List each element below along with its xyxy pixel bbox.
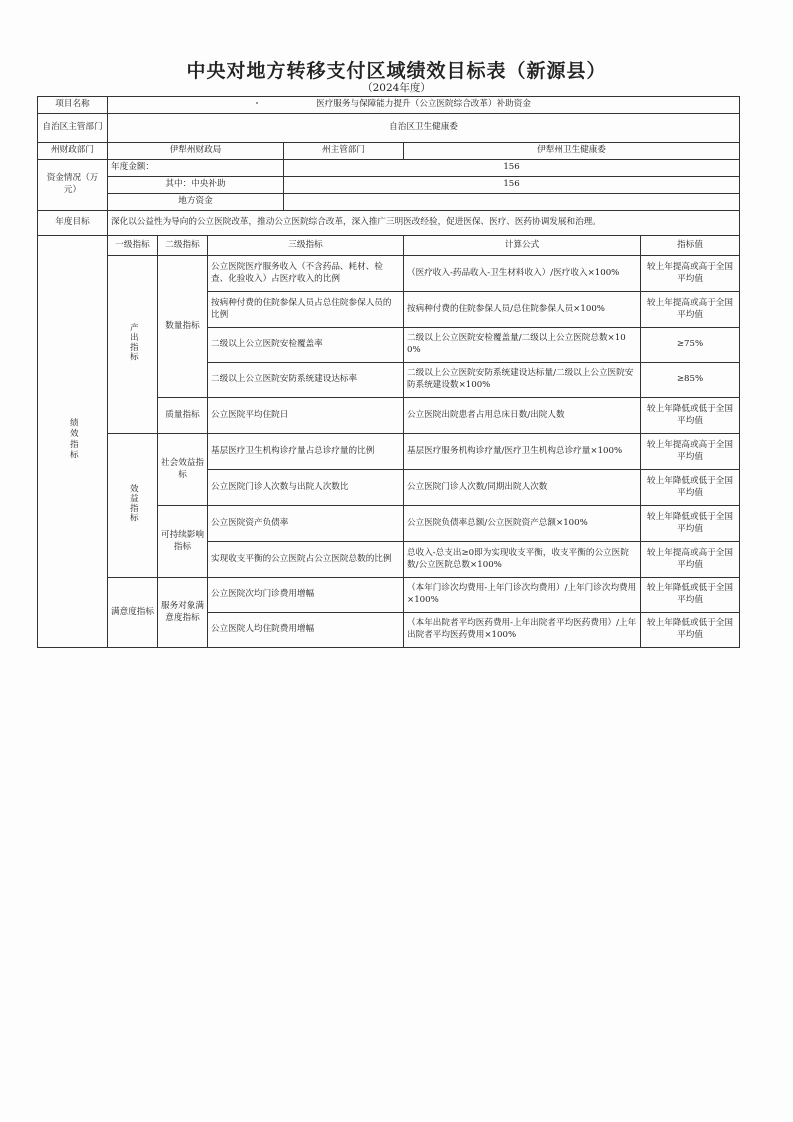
prefecture-finance-label: 州财政部门 <box>38 143 108 160</box>
indicator-target: 较上年提高或高于全国平均值 <box>641 292 740 328</box>
funds-central-label: 其中：中央补助 <box>108 177 284 194</box>
indicator-formula: 二级以上公立医院安检覆盖量/二级以上公立医院总数×100% <box>404 328 641 363</box>
page-subtitle: （2024年度） <box>362 82 431 94</box>
group-service: 服务对象满意度指标 <box>158 578 208 648</box>
group-output-text: 产出指标 <box>128 323 139 362</box>
indicator-target: 较上年降低或低于全国平均值 <box>641 506 740 542</box>
indicator-target: 较上年提高或高于全国平均值 <box>641 434 740 470</box>
funds-local-value <box>284 194 740 211</box>
indicator-formula: 公立医院负债率总额/公立医院资产总额×100% <box>404 506 641 542</box>
indicator-formula: 按病种付费的住院参保人员/总住院参保人员×100% <box>404 292 641 328</box>
funds-label: 资金情况（万元） <box>38 160 108 211</box>
page-title: 中央对地方转移支付区域绩效目标表（新源县） <box>186 60 607 82</box>
annual-goal-label: 年度目标 <box>38 211 108 236</box>
perf-indicator-text: 绩效指标 <box>68 418 79 461</box>
group-benefit <box>108 434 158 578</box>
indicator-name: 基层医疗卫生机构诊疗量占总诊疗量的比例 <box>208 434 404 470</box>
indicator-target: 较上年降低或低于全国平均值 <box>641 613 740 648</box>
indicator-target: 较上年提高或高于全国平均值 <box>641 256 740 292</box>
group-quantity: 数量指标 <box>158 256 208 398</box>
indicator-formula: 公立医院门诊人次数/同期出院人次数 <box>404 470 641 506</box>
group-social: 社会效益指标 <box>158 434 208 506</box>
indicator-target: ≥85% <box>641 363 740 398</box>
autonomous-dept-value: 自治区卫生健康委 <box>108 114 740 143</box>
annual-goal-value: 深化以公益性为导向的公立医院改革，推动公立医院综合改革，深入推广三明医改经验，促进医保、医疗、医药协调发展和治理。 <box>108 211 740 236</box>
prefecture-finance-value: 伊犁州财政局 <box>108 143 284 160</box>
indicator-formula: （医疗收入-药品收入-卫生材料收入）/医疗收入×100% <box>404 256 641 292</box>
indicator-target: 较上年提高或高于全国平均值 <box>641 542 740 578</box>
indicator-name: 二级以上公立医院安检覆盖率 <box>208 328 404 363</box>
indicator-name: 公立医院次均门诊费用增幅 <box>208 578 404 613</box>
header-target: 指标值 <box>641 236 740 256</box>
group-quality: 质量指标 <box>158 398 208 434</box>
indicator-target: 较上年降低或低于全国平均值 <box>641 578 740 613</box>
funds-annual-label: 年度金额： <box>108 160 284 177</box>
indicator-name: 公立医院人均住院费用增幅 <box>208 613 404 648</box>
funds-central-value: 156 <box>284 177 740 194</box>
group-satisfaction: 满意度指标 <box>108 578 158 648</box>
indicator-name: 实现收支平衡的公立医院占公立医院总数的比例 <box>208 542 404 578</box>
group-output <box>108 256 158 434</box>
indicator-name: 公立医院平均住院日 <box>208 398 404 434</box>
performance-table <box>37 96 740 648</box>
project-name-value: 医疗服务与保障能力提升（公立医院综合改革）补助资金 <box>108 97 740 114</box>
header-level1: 一级指标 <box>108 236 158 256</box>
prefecture-dept-value: 伊犁州卫生健康委 <box>404 143 740 160</box>
indicator-name: 二级以上公立医院安防系统建设达标率 <box>208 363 404 398</box>
indicator-formula: 二级以上公立医院安防系统建设达标量/二级以上公立医院安防系统建设数×100% <box>404 363 641 398</box>
autonomous-dept-label: 自治区主管部门 <box>38 114 108 143</box>
indicator-formula: （本年出院者平均医药费用-上年出院者平均医药费用）/上年出院者平均医药费用×100% <box>404 613 641 648</box>
project-name-label: 项目名称 <box>38 97 108 114</box>
perf-indicator-label <box>38 236 108 648</box>
indicator-formula: 总收入-总支出≥0即为实现收支平衡，收支平衡的公立医院数/公立医院总数×100% <box>404 542 641 578</box>
indicator-formula: 公立医院出院患者占用总床日数/出院人数 <box>404 398 641 434</box>
prefecture-dept-label: 州主管部门 <box>284 143 404 160</box>
header-level3: 三级指标 <box>208 236 404 256</box>
indicator-name: 公立医院医疗服务收入（不含药品、耗材、检查、化验收入）占医疗收入的比例 <box>208 256 404 292</box>
funds-annual-value: 156 <box>284 160 740 177</box>
header-level2: 二级指标 <box>158 236 208 256</box>
indicator-target: 较上年降低或低于全国平均值 <box>641 398 740 434</box>
indicator-name: 公立医院门诊人次数与出院人次数比 <box>208 470 404 506</box>
group-sustainable: 可持续影响指标 <box>158 506 208 578</box>
indicator-formula: 基层医疗服务机构诊疗量/医疗卫生机构总诊疗量×100% <box>404 434 641 470</box>
indicator-name: 公立医院资产负债率 <box>208 506 404 542</box>
group-benefit-text: 效益指标 <box>128 484 139 523</box>
header-formula: 计算公式 <box>404 236 641 256</box>
funds-local-label: 地方资金 <box>108 194 284 211</box>
indicator-formula: （本年门诊次均费用-上年门诊次均费用）/上年门诊次均费用×100% <box>404 578 641 613</box>
indicator-target: ≥75% <box>641 328 740 363</box>
indicator-target: 较上年降低或低于全国平均值 <box>641 470 740 506</box>
indicator-name: 按病种付费的住院参保人员占总住院参保人员的比例 <box>208 292 404 328</box>
